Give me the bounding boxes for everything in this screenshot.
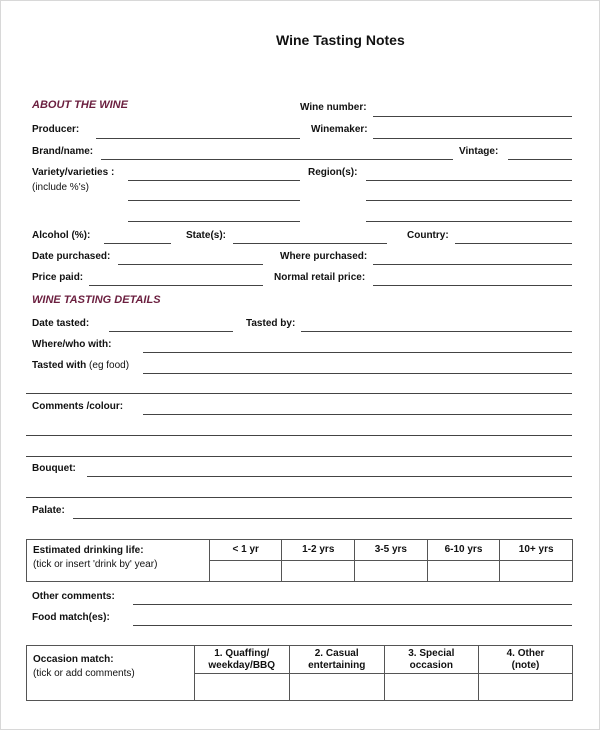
occasion-option-line: entertaining (308, 659, 366, 671)
date-purchased-label: Date purchased: (32, 251, 111, 262)
comments-field-1[interactable] (143, 414, 572, 415)
drinking-option: 3-5 yrs (355, 540, 428, 561)
drinking-option: 1-2 yrs (282, 540, 355, 561)
other-comments-field[interactable] (133, 604, 572, 605)
state-label: State(s): (186, 230, 227, 241)
winemaker-field[interactable] (373, 138, 572, 139)
tasted-by-label: Tasted by: (246, 318, 296, 329)
tasted-with-note: (eg food) (89, 360, 130, 371)
variety-label: Variety/varieties : (32, 167, 115, 178)
drinking-life-label: Estimated drinking life: (33, 545, 144, 556)
blank-line[interactable] (26, 393, 572, 394)
date-tasted-field[interactable] (109, 331, 233, 332)
occasion-option-line: weekday/BBQ (208, 659, 276, 671)
other-comments-label: Other comments: (32, 591, 115, 602)
brand-label: Brand/name: (32, 146, 94, 157)
palate-field-1[interactable] (73, 518, 572, 519)
region-field-3[interactable] (366, 221, 572, 222)
price-paid-label: Price paid: (32, 272, 84, 283)
wine-number-label: Wine number: (300, 102, 367, 113)
occasion-tick-cell[interactable] (479, 674, 573, 701)
occasion-option-line: 1. Quaffing/ (214, 647, 270, 659)
date-purchased-field[interactable] (118, 264, 263, 265)
price-paid-field[interactable] (89, 285, 263, 286)
occasion-tick-cell[interactable] (384, 674, 478, 701)
where-purchased-label: Where purchased: (280, 251, 368, 262)
occasion-tick-cell[interactable] (194, 674, 289, 701)
tasted-by-field[interactable] (301, 331, 572, 332)
occasion-option-1 (194, 646, 289, 674)
comments-label: Comments /colour: (32, 401, 124, 412)
occasion-tick-cell[interactable] (289, 674, 384, 701)
drinking-option: 10+ yrs (500, 540, 573, 561)
normal-price-label: Normal retail price: (274, 272, 366, 283)
occasion-cell (27, 646, 195, 701)
occasion-option-line: occasion (409, 659, 453, 671)
occasion-table (26, 645, 573, 701)
tasted-with-label (32, 360, 129, 371)
region-field-1[interactable] (366, 180, 572, 181)
occasion-note: (tick or add comments) (33, 668, 135, 679)
vintage-field[interactable] (508, 159, 572, 160)
producer-field[interactable] (96, 138, 300, 139)
region-field-2[interactable] (366, 200, 572, 201)
occasion-option-line: 3. Special (408, 647, 455, 659)
drinking-tick-cell[interactable] (427, 561, 500, 582)
bouquet-field-1[interactable] (87, 476, 572, 477)
region-label: Region(s): (308, 167, 358, 178)
state-field[interactable] (233, 243, 387, 244)
occasion-option-line: (note) (511, 659, 540, 671)
occasion-option-4 (479, 646, 573, 674)
comments-field-2[interactable] (26, 435, 572, 436)
drinking-tick-cell[interactable] (210, 561, 282, 582)
variety-field-2[interactable] (128, 200, 300, 201)
tasted-with-text: Tasted with (32, 360, 87, 371)
wine-number-field[interactable] (373, 116, 572, 117)
food-match-label: Food match(es): (32, 612, 110, 623)
occasion-option-line: 4. Other (506, 647, 545, 659)
alcohol-label: Alcohol (%): (32, 230, 91, 241)
bouquet-label: Bouquet: (32, 463, 76, 474)
occasion-option-2 (289, 646, 384, 674)
variety-note: (include %'s) (32, 182, 89, 193)
tasted-with-field[interactable] (143, 373, 572, 374)
where-who-field[interactable] (143, 352, 572, 353)
section-heading-tasting: WINE TASTING DETAILS (32, 294, 161, 306)
occasion-option-line: 2. Casual (314, 647, 359, 659)
occasion-label: Occasion match: (33, 654, 114, 665)
country-label: Country: (407, 230, 449, 241)
drinking-option: < 1 yr (210, 540, 282, 561)
producer-label: Producer: (32, 124, 80, 135)
occasion-option-3 (384, 646, 478, 674)
drinking-life-cell (27, 540, 210, 582)
date-tasted-label: Date tasted: (32, 318, 90, 329)
page-title: Wine Tasting Notes (276, 32, 405, 48)
normal-price-field[interactable] (373, 285, 572, 286)
where-purchased-field[interactable] (373, 264, 572, 265)
section-heading-about: ABOUT THE WINE (32, 99, 128, 111)
food-match-field[interactable] (133, 625, 572, 626)
comments-field-3[interactable] (26, 456, 572, 457)
variety-field-3[interactable] (128, 221, 300, 222)
drinking-option: 6-10 yrs (427, 540, 500, 561)
drinking-tick-cell[interactable] (500, 561, 573, 582)
drinking-life-table (26, 539, 573, 582)
alcohol-field[interactable] (104, 243, 171, 244)
country-field[interactable] (455, 243, 572, 244)
drinking-tick-cell[interactable] (355, 561, 428, 582)
drinking-tick-cell[interactable] (282, 561, 355, 582)
winemaker-label: Winemaker: (311, 124, 368, 135)
brand-field[interactable] (101, 159, 453, 160)
drinking-life-note: (tick or insert 'drink by' year) (33, 559, 158, 570)
where-who-label: Where/who with: (32, 339, 112, 350)
variety-field-1[interactable] (128, 180, 300, 181)
palate-label: Palate: (32, 505, 65, 516)
bouquet-field-2[interactable] (26, 497, 572, 498)
vintage-label: Vintage: (459, 146, 499, 157)
